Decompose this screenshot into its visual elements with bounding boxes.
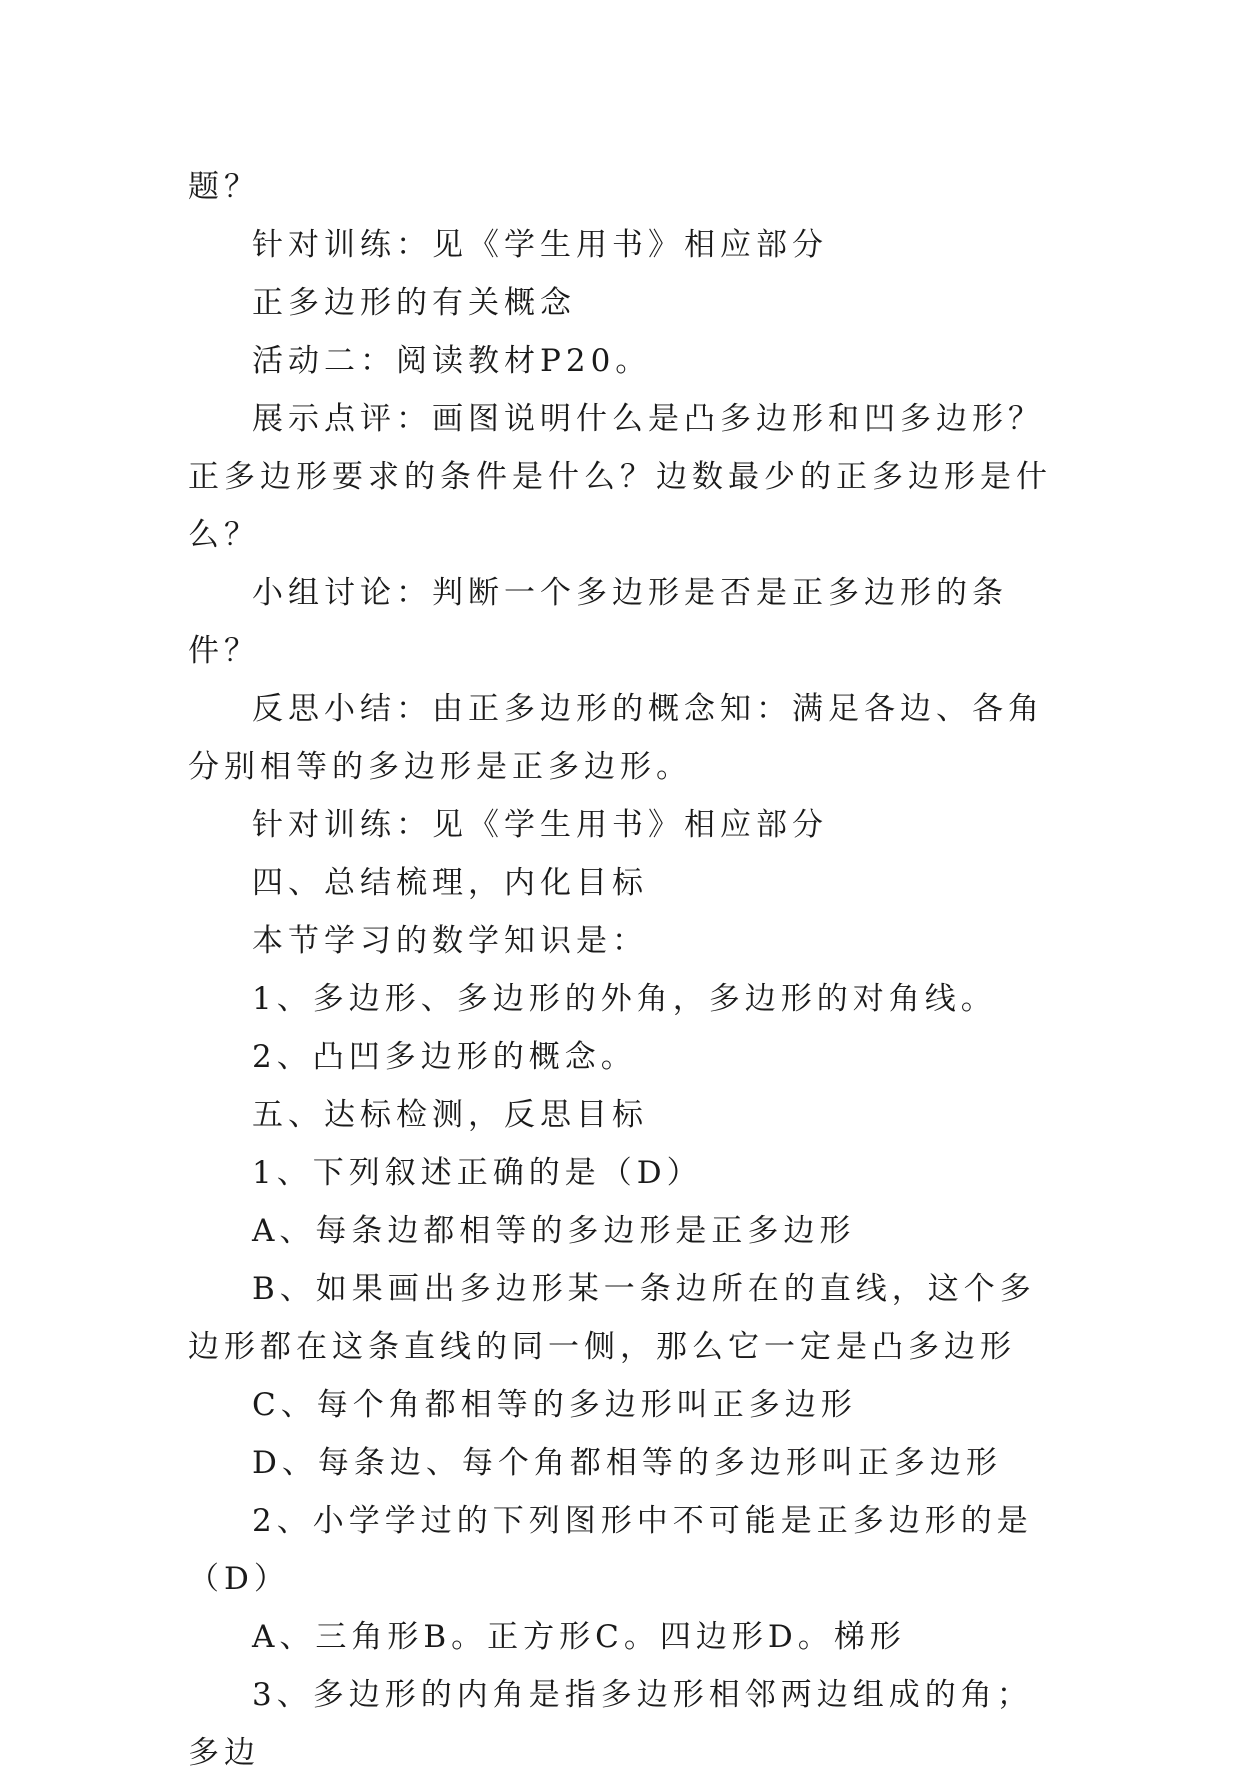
paragraph-16: C、每个角都相等的多边形叫正多边形 <box>252 1387 857 1423</box>
paragraph-1: 针对训练：见《学生用书》相应部分 <box>252 227 828 263</box>
paragraph-0: 题？ <box>188 169 260 205</box>
paragraph-13: 1、下列叙述正确的是（D） <box>252 1155 703 1191</box>
paragraph-10: 1、多边形、多边形的外角，多边形的对角线。 <box>252 981 997 1017</box>
paragraph-14: A、每条边都相等的多边形是正多边形 <box>252 1213 856 1249</box>
document-body <box>188 158 1058 1782</box>
paragraph-11: 2、凸凹多边形的概念。 <box>252 1039 637 1075</box>
paragraph-19: A、三角形B。正方形C。四边形D。梯形 <box>252 1619 906 1655</box>
paragraph-3: 活动二：阅读教材P20。 <box>252 343 652 379</box>
paragraph-7: 针对训练：见《学生用书》相应部分 <box>252 807 828 843</box>
paragraph-5: 小组讨论：判断一个多边形是否是正多边形的条件？ <box>188 575 1008 669</box>
paragraph-20: 3、多边形的内角是指多边形相邻两边组成的角；多边 <box>188 1677 1033 1771</box>
paragraph-9: 本节学习的数学知识是： <box>252 923 648 959</box>
paragraph-12: 五、达标检测，反思目标 <box>252 1097 648 1133</box>
paragraph-18: 2、小学学过的下列图形中不可能是正多边形的是（D） <box>188 1503 1033 1597</box>
paragraph-4: 展示点评：画图说明什么是凸多边形和凹多边形？正多边形要求的条件是什么？边数最少的正多边形是什么？ <box>188 401 1052 553</box>
paragraph-6: 反思小结：由正多边形的概念知：满足各边、各角分别相等的多边形是正多边形。 <box>188 691 1044 785</box>
paragraph-8: 四、总结梳理，内化目标 <box>252 865 648 901</box>
paragraph-2: 正多边形的有关概念 <box>252 285 576 321</box>
paragraph-15: B、如果画出多边形某一条边所在的直线，这个多边形都在这条直线的同一侧，那么它一定是凸多边形 <box>188 1271 1036 1365</box>
paragraph-17: D、每条边、每个角都相等的多边形叫正多边形 <box>252 1445 1002 1481</box>
